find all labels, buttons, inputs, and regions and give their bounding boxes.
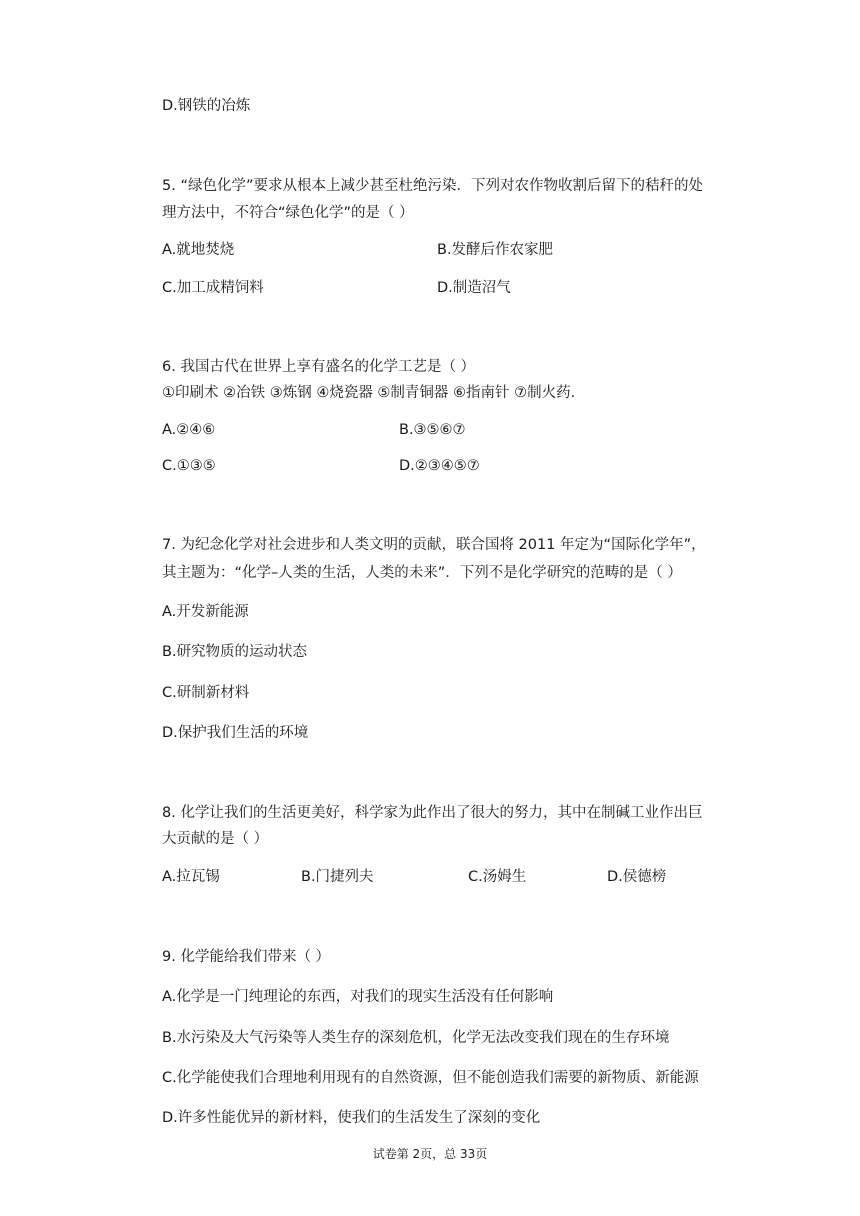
- q6-option-d: D.②③④⑤⑦: [399, 458, 480, 474]
- q6-option-b: B.③⑤⑥⑦: [399, 422, 466, 438]
- q9-option-b: B.水污染及大气污染等人类生存的深刻危机，化学无法改变我们现在的生存环境: [162, 1030, 670, 1046]
- q7-stem-line1: 7. 为纪念化学对社会进步和人类文明的贡献，联合国将 2011 年定为“国际化学年”，: [162, 537, 706, 553]
- q6-stem-line2: ①印刷术 ②冶铁 ③炼钢 ④烧瓷器 ⑤制青铜器 ⑥指南针 ⑦制火药.: [162, 385, 576, 401]
- q8-stem-line1: 8. 化学让我们的生活更美好，科学家为此作出了很大的努力，其中在制碱工业作出巨: [162, 805, 703, 821]
- q9-option-a: A.化学是一门纯理论的东西，对我们的现实生活没有任何影响: [162, 989, 554, 1005]
- q5-option-c: C.加工成精饲料: [162, 280, 264, 296]
- page-footer: 试卷第 2页，总 33页: [372, 1147, 488, 1161]
- q6-stem-line1: 6. 我国古代在世界上享有盛名的化学工艺是（ ）: [162, 359, 476, 375]
- q7-option-c: C.研制新材料: [162, 685, 250, 701]
- q8-option-c: C.汤姆生: [468, 869, 527, 885]
- q7-option-b: B.研究物质的运动状态: [162, 644, 308, 660]
- q8-stem-line2: 大贡献的是（ ）: [162, 831, 269, 847]
- q7-option-a: A.开发新能源: [162, 604, 249, 620]
- q5-option-d: D.制造沼气: [437, 280, 511, 296]
- q5-option-a: A.就地焚烧: [162, 242, 235, 258]
- q6-option-a: A.②④⑥: [162, 422, 216, 438]
- q8-option-d: D.侯德榜: [607, 869, 667, 885]
- q4-option-d: D.钢铁的冶炼: [162, 98, 251, 114]
- q5-stem-line2: 理方法中，不符合“绿色化学”的是（ ）: [162, 205, 414, 221]
- q5-option-b: B.发酵后作农家肥: [437, 242, 554, 258]
- q9-option-d: D.许多性能优异的新材料，使我们的生活发生了深刻的变化: [162, 1110, 541, 1126]
- q6-option-c: C.①③⑤: [162, 458, 216, 474]
- q5-stem-line1: 5. “绿色化学”要求从根本上减少甚至杜绝污染．下列对农作物收割后留下的秸秆的处: [162, 178, 703, 194]
- q9-stem: 9. 化学能给我们带来（ ）: [162, 949, 331, 965]
- q9-option-c: C.化学能使我们合理地利用现有的自然资源，但不能创造我们需要的新物质、新能源: [162, 1070, 699, 1086]
- q8-option-a: A.拉瓦锡: [162, 869, 220, 885]
- q8-option-b: B.门捷列夫: [301, 869, 374, 885]
- q7-stem-line2: 其主题为：“化学–人类的生活，人类的未来”．下列不是化学研究的范畴的是（ ）: [162, 565, 682, 581]
- q7-option-d: D.保护我们生活的环境: [162, 725, 309, 741]
